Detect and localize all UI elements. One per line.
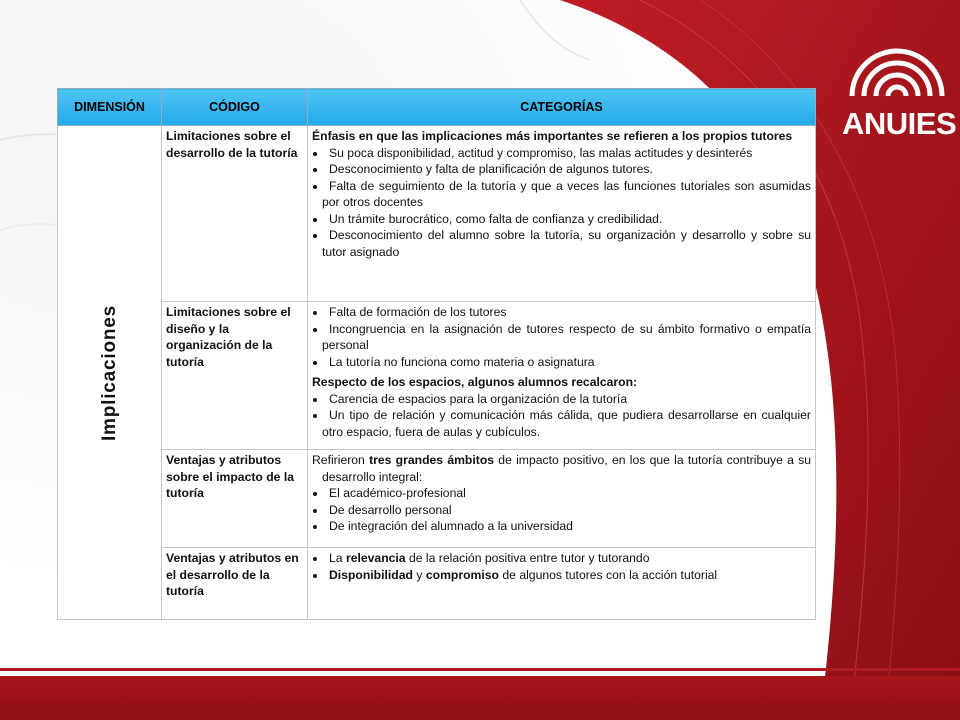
- category-subheading: Respecto de los espacios, algunos alumnos recalcaron:: [312, 375, 638, 389]
- intro-text: Refirieron: [312, 453, 370, 467]
- bottom-bar: [0, 676, 960, 720]
- table-row: [58, 450, 816, 548]
- list-item: El académico-profesional: [312, 485, 811, 502]
- list-item: [312, 550, 811, 567]
- list-item: [312, 567, 811, 584]
- list-item: De desarrollo personal: [312, 502, 811, 519]
- category-intro: [312, 452, 811, 485]
- table-row: [58, 126, 816, 302]
- dimension-cell: [58, 126, 162, 620]
- list-item: Su poca disponibilidad, actitud y compromiso, las malas actitudes y desinterés: [312, 145, 811, 162]
- list-item: Desconocimiento y falta de planificación de algunos tutores.: [312, 161, 811, 178]
- item-text: de la relación positiva entre tutor y tutorando: [405, 551, 650, 565]
- header-code: CÓDIGO: [162, 89, 308, 126]
- table-row: [58, 548, 816, 620]
- category-list: [312, 550, 811, 583]
- item-emphasis: compromiso: [425, 567, 499, 582]
- table-header-row: [58, 89, 816, 126]
- category-list: [312, 145, 811, 261]
- categories-cell: [308, 302, 816, 450]
- list-item: Un trámite burocrático, como falta de confianza y credibilidad.: [312, 211, 811, 228]
- list-item: De integración del alumnado a la universidad: [312, 518, 811, 535]
- intro-text: de impacto positivo, en los que la tutoría contribuye a su desarrollo integral:: [322, 453, 812, 484]
- list-item: La tutoría no funciona como materia o asignatura: [312, 354, 811, 371]
- anuies-rings-icon: [842, 10, 952, 110]
- item-emphasis: relevancia: [345, 551, 406, 565]
- category-list: [312, 304, 811, 370]
- code-cell: Limitaciones sobre el diseño y la organización de la tutoría: [162, 302, 308, 450]
- list-item: Incongruencia en la asignación de tutores respecto de su ámbito formativo o empatía personal: [312, 321, 811, 354]
- code-cell: Ventajas y atributos sobre el impacto de la tutoría: [162, 450, 308, 548]
- list-item: Desconocimiento del alumno sobre la tutoría, su organización y desarrollo y sobre su tutor asignado: [312, 227, 811, 260]
- item-text: La: [329, 551, 346, 565]
- category-list: [312, 485, 811, 535]
- logo-text: ANUIES: [842, 106, 957, 141]
- category-list: [312, 391, 811, 441]
- code-cell: Limitaciones sobre el desarrollo de la tutoría: [162, 126, 308, 302]
- item-emphasis: Disponibilidad: [329, 567, 413, 582]
- list-item: Carencia de espacios para la organización de la tutoría: [312, 391, 811, 408]
- categories-cell: [308, 126, 816, 302]
- category-intro: Énfasis en que las implicaciones más importantes se refieren a los propios tutores: [312, 129, 793, 143]
- categories-cell: [308, 450, 816, 548]
- code-cell: Ventajas y atributos en el desarrollo de la tutoría: [162, 548, 308, 620]
- list-item: Falta de formación de los tutores: [312, 304, 811, 321]
- bottom-rule: [0, 668, 960, 671]
- item-text: y: [412, 567, 426, 582]
- list-item: Falta de seguimiento de la tutoría y que a veces las funciones tutoriales son asumidas por otros docentes: [312, 178, 811, 211]
- categories-table: [57, 88, 816, 620]
- dimension-label: Implicaciones: [98, 304, 120, 441]
- item-text: de algunos tutores con la acción tutorial: [498, 567, 718, 582]
- header-categories: CATEGORÍAS: [308, 89, 816, 126]
- header-dimension: DIMENSIÓN: [58, 89, 162, 126]
- list-item: Un tipo de relación y comunicación más cálida, que pudiera desarrollarse en cualquier otro espacio, fuera de aulas y cubículos.: [312, 407, 811, 440]
- table-row: [58, 302, 816, 450]
- categories-cell: [308, 548, 816, 620]
- intro-emphasis: tres grandes ámbitos: [369, 453, 495, 467]
- anuies-logo: [842, 10, 957, 141]
